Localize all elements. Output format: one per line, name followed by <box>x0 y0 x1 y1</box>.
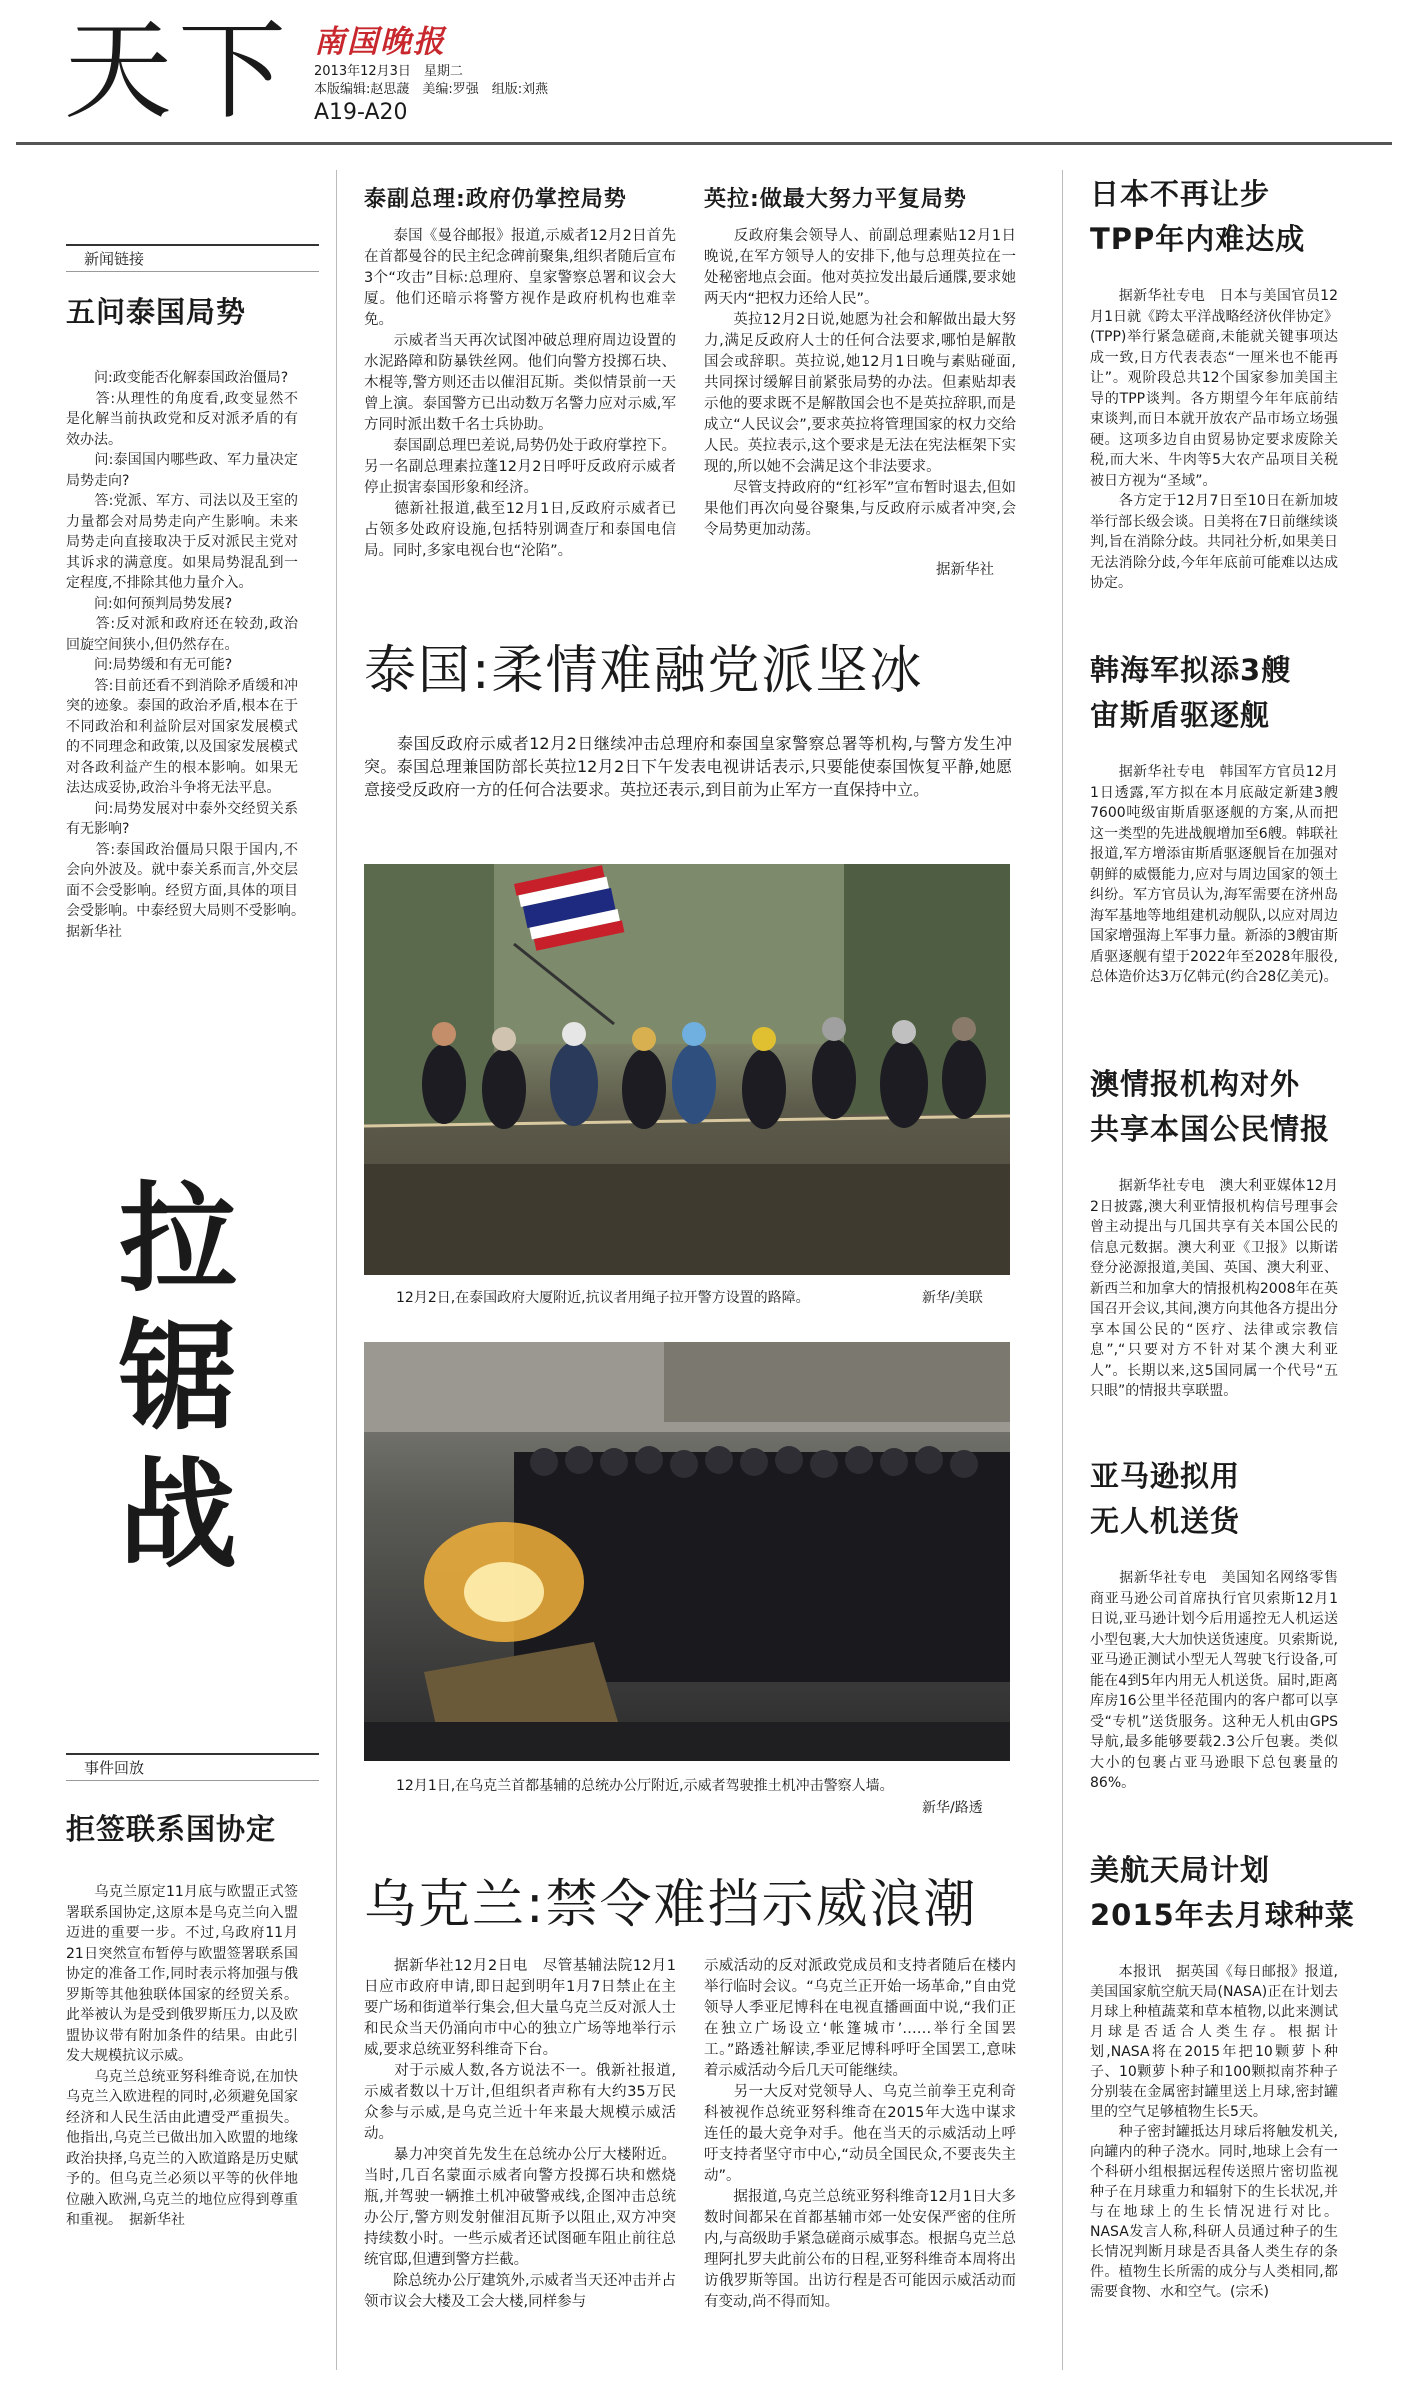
thai-pm-title: 泰副总理:政府仍掌控局势 <box>364 187 627 212</box>
photo-ukraine-police <box>364 1342 1010 1761</box>
ukraine-col1: 据新华社12月2日电 尽管基辅法院12月1日应市政府申请,即日起到明年1月7日禁止在主要广场和街道举行集会,但大量乌克兰反对派人士和民众当天仍涌向市中心的独立广场等地举行示威,要求总统亚努科维奇下台。 对于示威人数,各方说法不一。俄新社报道,示威者数以十万计,但组织者声称有大约35万民众参与示威,是乌克兰近十年来最大规模示威活动。 暴力冲突首先发生在总统办公厅大楼附近。当时,几百名蒙面示威者向警方投掷石块和燃烧瓶,并驾驶一辆推土机冲破警戒线,企图冲击总统办公厅,警方则发射催泪瓦斯予以阻止,双方冲突持续数小时。一些示威者还试图砸车阻止前往总统官邸,但遭到警方拦截。 除总统办公厅建筑外,示威者当天还冲击并占领市议会大楼及工会大楼,同样参与 <box>364 1958 676 2310</box>
yingluck-byline: 据新华社 <box>936 562 994 578</box>
thailand-headline: 泰国:柔情难融党派坚冰 <box>364 641 924 701</box>
right-column-divider <box>1062 170 1063 2370</box>
section-title: 天下 <box>64 9 293 134</box>
yingluck-title: 英拉:做最大努力平复局势 <box>704 187 967 212</box>
ukraine-review-text: 乌克兰原定11月底与欧盟正式签署联系国协定,这原本是乌克兰向入盟迈进的重要一步。不过,乌政府11月21日突然宣布暂停与欧盟签署联系国协定的准备工作,同时表示将加强与俄罗斯等其他独联体国家的经贸关系。此举被认为是受到俄罗斯压力,以及欧盟协议带有附加条件的结果。由此引发大规模抗议示威。 乌克兰总统亚努科维奇说,在加快乌克兰入欧进程的同时,必须避免国家经济和人民生活由此遭受严重损失。他指出,乌克兰已做出加入欧盟的地缘政治抉择,乌克兰的入欧道路是历史赋予的。但乌克兰必须以平等的伙伴地位融入欧洲,乌克兰的地位应得到尊重和重视。 据新华社 <box>66 1884 298 2228</box>
page-range: A19-A20 <box>314 100 408 125</box>
nasa-text: 本报讯 据英国《每日邮报》报道,美国国家航空航天局(NASA)正在计划去月球上种植蔬菜和草本植物,以此来测试月球是否适合人类生存。根据计划,NASA将在2015年把10颗萝卜种子、10颗萝卜种子和100颗拟南芥种子分别装在金属密封罐里送上月球,密封罐里的空气足够植物生长5天。 种子密封罐抵达月球后将触发机关,向罐内的种子浇水。同时,地球上会有一个科研小组根据远程传送照片密切监视种子在月球重力和辐射下的生长状况,并与在地球上的生长情况进行对比。NASA发言人称,科研人员通过种子的生长情况判断月球是否具备人类生存的条件。植物生长所需的成分与人类相同,都需要食物、水和空气。(宗禾) <box>1090 1964 1338 2300</box>
ukraine-headline: 乌克兰:禁令难挡示威浪潮 <box>364 1875 978 1935</box>
nasa-title: 美航天局计划 2015年去月球种菜 <box>1090 1853 1355 1932</box>
tpp-title: 日本不再让步 TPP年内难达成 <box>1090 177 1306 256</box>
thailand-lead: 泰国反政府示威者12月2日继续冲击总理府和泰国皇家警察总署等机构,与警方发生冲突。泰国总理兼国防部长英拉12月2日下午发表电视讲话表示,只要能使泰国恢复平静,她愿意接受反政府一方的任何合法要求。英拉还表示,到目前为止军方一直保持中立。 <box>364 734 1012 799</box>
yingluck-text: 反政府集会领导人、前副总理素贴12月1日晚说,在军方领导人的安排下,他与总理英拉在一处秘密地点会面。他对英拉发出最后通牒,要求她两天内“把权力还给人民”。 英拉12月2日说,她愿为社会和解做出最大努力,满足反政府人士的任何合法要求,哪怕是解散国会或辞职。英拉说,她12月1日晚与素贴碰面,共同探讨缓解目前紧张局势的办法。但素贴却表示他的要求既不是解散国会也不是英拉辞职,而是成立“人民议会”,要求英拉将管理国家的权力交给人民。英拉表示,这个要求是无法在宪法框架下实现的,所以她不会满足这个非法要求。 尽管支持政府的“红衫军”宣布暂时退去,但如果他们再次向曼谷聚集,与反政府示威者冲突,会令局势更加动荡。 <box>704 228 1016 538</box>
amazon-text: 据新华社专电 美国知名网络零售商亚马逊公司首席执行官贝索斯12月1日说,亚马逊计划今后用遥控无人机运送小型包裹,大大加快送货速度。贝索斯说,亚马逊正测试小型无人驾驶飞行设备,可能在4到5年内用无人机送货。届时,距离库房16公里半径范围内的客户都可以享受“专机”送货服务。这种无人机由GPS导航,最多能够要载2.3公斤包裹。类似大小的包裹占亚马逊眼下总包裹量的86%。 <box>1090 1570 1338 1791</box>
photo1-caption: 12月2日,在泰国政府大厦附近,抗议者用绳子拉开警方设置的路障。 <box>396 1290 810 1306</box>
left-column-divider <box>336 170 337 2370</box>
photo-thai-protesters-svg <box>364 864 1010 1275</box>
amazon-title: 亚马逊拟用 无人机送货 <box>1090 1459 1241 1538</box>
event-review-label: 事件回放 <box>66 1753 319 1781</box>
korea-title: 韩海军拟添3艘 宙斯盾驱逐舰 <box>1090 653 1292 732</box>
paper-logo: 南国晚报 <box>314 24 446 60</box>
ukraine-col2: 示威活动的反对派政党成员和支持者随后在楼内举行临时会议。“乌克兰正开始一场革命,”自由党领导人季亚尼博科在电视直播画面中说,“我们正在独立广场设立‘帐篷城市’……举行全国罢工。”路透社解读,季亚尼博科呼吁全国罢工,意味着示威活动今后几天可能继续。 另一大反对党领导人、乌克兰前拳王克利奇科被视作总统亚努科维奇在2015年大选中谋求连任的最大竞争对手。他在当天的示威活动上呼吁支持者坚守市中心,“动员全国民众,不要丧失主动”。 据报道,乌克兰总统亚努科维奇12月1日大多数时间都呆在首都基辅市郊一处安保严密的住所内,与高级助手紧急磋商示威事态。根据乌克兰总理阿扎罗夫此前公布的日程,亚努科维奇本周将出访俄罗斯等国。出访行程是否可能因示威活动而有变动,尚不得而知。 <box>704 1958 1016 2310</box>
masthead-rule <box>16 142 1392 145</box>
ukraine-review-title: 拒签联系国协定 <box>66 1812 277 1846</box>
qa-text: 问:政变能否化解泰国政治僵局? 答:从理性的角度看,政变显然不是化解当前执政党和反对派矛盾的有效办法。 问:泰国国内哪些政、军力量决定局势走向? 答:党派、军方、司法以及王室的力量都会对局势走向产生影响。未来局势走向直接取决于反对派民主党对其诉求的满意度。如果局势混乱到一定程度,不排除其他力量介入。 问:如何预判局势发展? 答:反对派和政府还在较劲,政治回旋空间狭小,但仍然存在。 问:局势缓和有无可能? 答:目前还看不到消除矛盾缓和冲突的迹象。泰国的政治矛盾,根本在于不同政治和利益阶层对国家发展模式的不同理念和政策,以及国家发展模式对各政利益产生的根本影响。如果无法达成妥协,政治斗争将无法平息。 问:局势发展对中泰外交经贸关系有无影响? 答:泰国政治僵局只限于国内,不会向外波及。就中泰关系而言,外交层面不会受影响。经贸方面,具体的项目会受影响。中泰经贸大局则不受影响。 据新华社 <box>66 370 298 940</box>
australia-title: 澳情报机构对外 共享本国公民情报 <box>1090 1067 1331 1146</box>
korea-text: 据新华社专电 韩国军方官员12月1日透露,军方拟在本月底敲定新建3艘7600吨级宙斯盾驱逐舰的方案,从而把这一类型的先进战舰增加至6艘。韩联社报道,军方增添宙斯盾驱逐舰旨在加强对朝鲜的威慑能力,应对与周边国家的领土纠纷。军方官员认为,海军需要在济州岛海军基地等地组建机动舰队,以应对周边国家增强海上军事力量。新添的3艘宙斯盾驱逐舰有望于2022年至2028年服役,总体造价达3万亿韩元(约合28亿美元)。 <box>1090 764 1338 985</box>
qa-title: 五问泰国局势 <box>66 295 247 329</box>
date-line: 2013年12月3日 星期二 <box>314 64 463 79</box>
photo2-caption: 12月1日,在乌克兰首都基辅的总统办公厅附近,示威者驾驶推土机冲击警察人墙。 <box>396 1778 894 1794</box>
big-vertical-title <box>108 1170 248 1584</box>
news-link-label: 新闻链接 <box>66 244 319 272</box>
photo1-credit: 新华/美联 <box>922 1290 983 1306</box>
editors-line: 本版编辑:赵思蘐 美编:罗强 组版:刘燕 <box>314 82 549 97</box>
tpp-text: 据新华社专电 日本与美国官员12月1日就《跨太平洋战略经济伙伴协定》(TPP)举行紧急磋商,未能就关键事项达成一致,日方代表表态“一厘米也不能再让”。观阶段总共12个国家参加美国主导的TPP谈判。各方期望今年年底前结束谈判,而日本就开放农产品市场立场强硬。这项多边自由贸易协定要求废除关税,而大米、牛肉等5大农产品项目关税被日方视为“圣域”。 各方定于12月7日至10日在新加坡举行部长级会谈。日美将在7日前继续谈判,旨在消除分歧。共同社分析,如果美日无法消除分歧,今年年底前可能难以达成协定。 <box>1090 288 1338 591</box>
photo-ukraine-police-svg <box>364 1342 1010 1761</box>
australia-text: 据新华社专电 澳大利亚媒体12月2日披露,澳大利亚情报机构信号理事会曾主动提出与几国共享有关本国公民的信息元数据。澳大利亚《卫报》以斯诺登分泌源报道,美国、英国、澳大利亚、新西兰和加拿大的情报机构2008年在英国召开会议,其间,澳方向其他各方提出分享本国公民的“医疗、法律或宗教信息”,“只要对方不针对某个澳大利亚人”。长期以来,这5国同属一个代号“五只眼”的情报共享联盟。 <box>1090 1178 1338 1399</box>
big-vertical-title-text: 拉锯战 <box>118 1169 237 1584</box>
masthead <box>0 0 1409 150</box>
thai-pm-text: 泰国《曼谷邮报》报道,示威者12月2日首先在首都曼谷的民主纪念碑前聚集,组织者随后宣布3个“攻击”目标:总理府、皇家警察总署和议会大厦。他们还暗示将警方视作是政府机构也难幸免。 示威者当天再次试图冲破总理府周边设置的水泥路障和防暴铁丝网。他们向警方投掷石块、木棍等,警方则还击以催泪瓦斯。类似情景前一天曾上演。泰国警方已出动数万名警力应对示威,军方同时派出数千名士兵协助。 泰国副总理巴差说,局势仍处于政府掌控下。另一名副总理素拉蓬12月2日呼吁反政府示威者停止损害泰国形象和经济。 德新社报道,截至12月1日,反政府示威者已占领多处政府设施,包括特别调查厅和泰国电信局。同时,多家电视台也“沦陷”。 <box>364 228 676 559</box>
photo-thai-protesters <box>364 864 1010 1275</box>
photo2-credit: 新华/路透 <box>922 1800 983 1816</box>
